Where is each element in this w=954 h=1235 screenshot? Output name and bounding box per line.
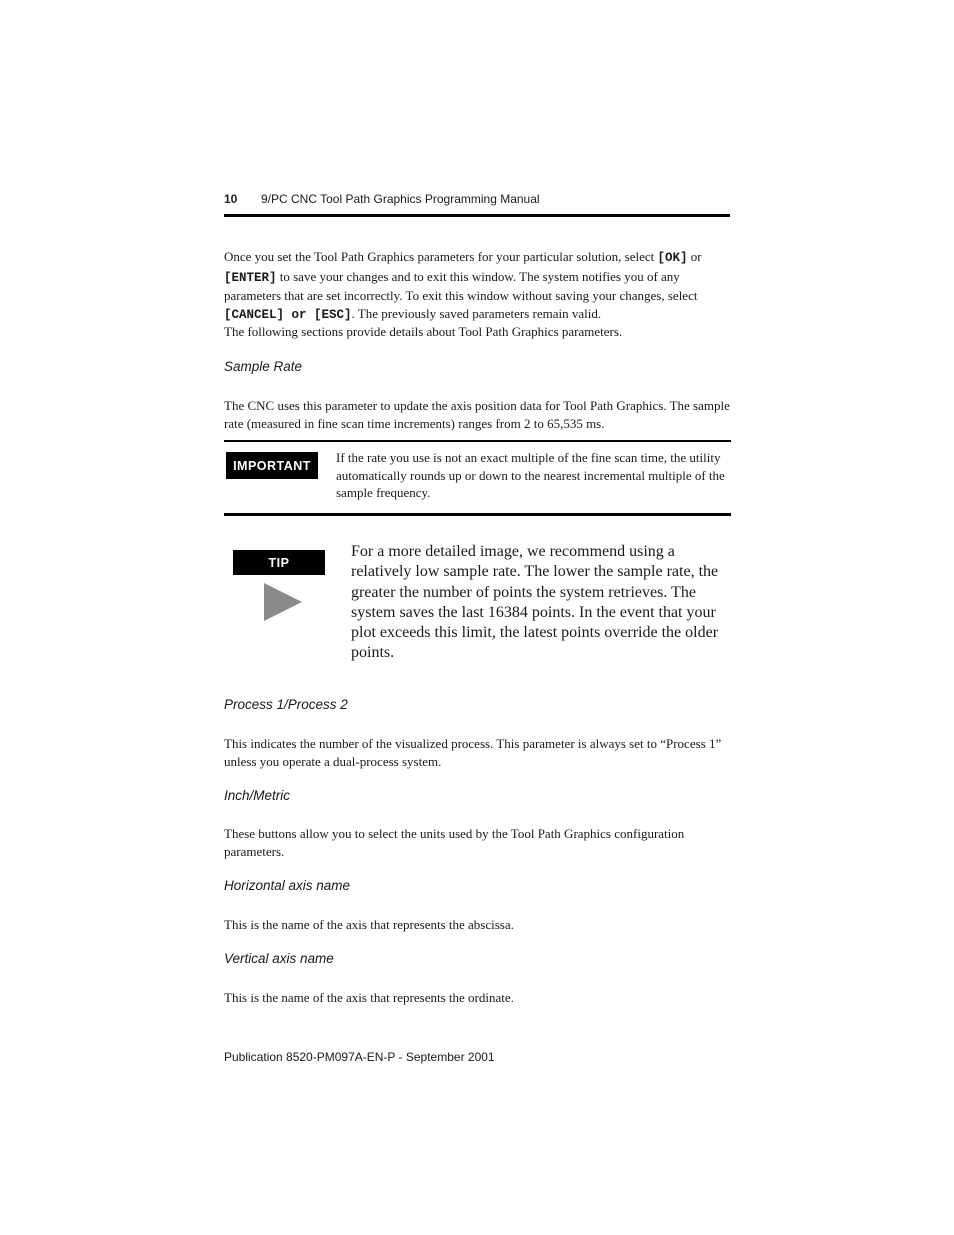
intro-text-2: to save your changes and to exit this window. The system notifies you of any parameters that are set incorrectly. To exit this window without saving your changes, select: [224, 268, 698, 303]
vertical-axis-text: This is the name of the axis that represents the ordinate.: [224, 990, 514, 1005]
enter-key: [ENTER]: [224, 270, 277, 285]
page-number: 10: [224, 192, 238, 206]
intro-paragraph: [224, 248, 732, 324]
tip-label: TIP: [233, 550, 325, 575]
important-text: If the rate you use is not an exact multiple of the fine scan time, the utility automatically rounds up or down to the nearest incremental multiple of the sample frequency.: [336, 450, 725, 500]
intro-text-or: or: [687, 249, 702, 264]
intro-paragraph-2: The following sections provide details about Tool Path Graphics parameters.: [224, 324, 623, 339]
process-heading: Process 1/Process 2: [224, 697, 348, 712]
cancel-esc-key: [CANCEL] or [ESC]: [224, 307, 352, 322]
footer-publication: Publication 8520-PM097A-EN-P - September 2001: [224, 1050, 495, 1064]
inch-metric-heading: Inch/Metric: [224, 788, 291, 803]
tip-arrow-icon: [264, 583, 302, 621]
important-rule-bottom: [224, 513, 731, 516]
sample-rate-heading: Sample Rate: [224, 359, 303, 374]
vertical-axis-heading: Vertical axis name: [224, 951, 334, 966]
ok-key: [OK]: [657, 251, 688, 265]
intro-text-3: . The previously saved parameters remain valid.: [351, 305, 602, 321]
running-header-title: 9/PC CNC Tool Path Graphics Programming Manual: [261, 192, 540, 206]
horizontal-axis-text: This is the name of the axis that represents the abscissa.: [224, 917, 514, 932]
sample-rate-text: The CNC uses this parameter to update the axis position data for Tool Path Graphics. The sample rate (measured in fine scan time increments) ranges from 2 to 65,535 ms.: [224, 398, 730, 431]
tip-text: For a more detailed image, we recommend using a relatively low sample rate. The lower the sample rate, the greater the number of points the system retrieves. The system saves the last 16384 points. In the event that your plot exceeds this limit, the latest points override the older points.: [351, 543, 719, 662]
horizontal-axis-heading: Horizontal axis name: [224, 878, 351, 893]
important-label: IMPORTANT: [226, 452, 318, 479]
important-rule-top: [224, 440, 731, 442]
header-rule: [224, 214, 730, 217]
intro-text-1: Once you set the Tool Path Graphics parameters for your particular solution, select: [224, 249, 658, 264]
inch-metric-text: These buttons allow you to select the units used by the Tool Path Graphics configuration parameters.: [224, 826, 685, 859]
process-text: This indicates the number of the visualized process. This parameter is always set to “Process 1” unless you operate a dual-process system.: [224, 736, 722, 769]
